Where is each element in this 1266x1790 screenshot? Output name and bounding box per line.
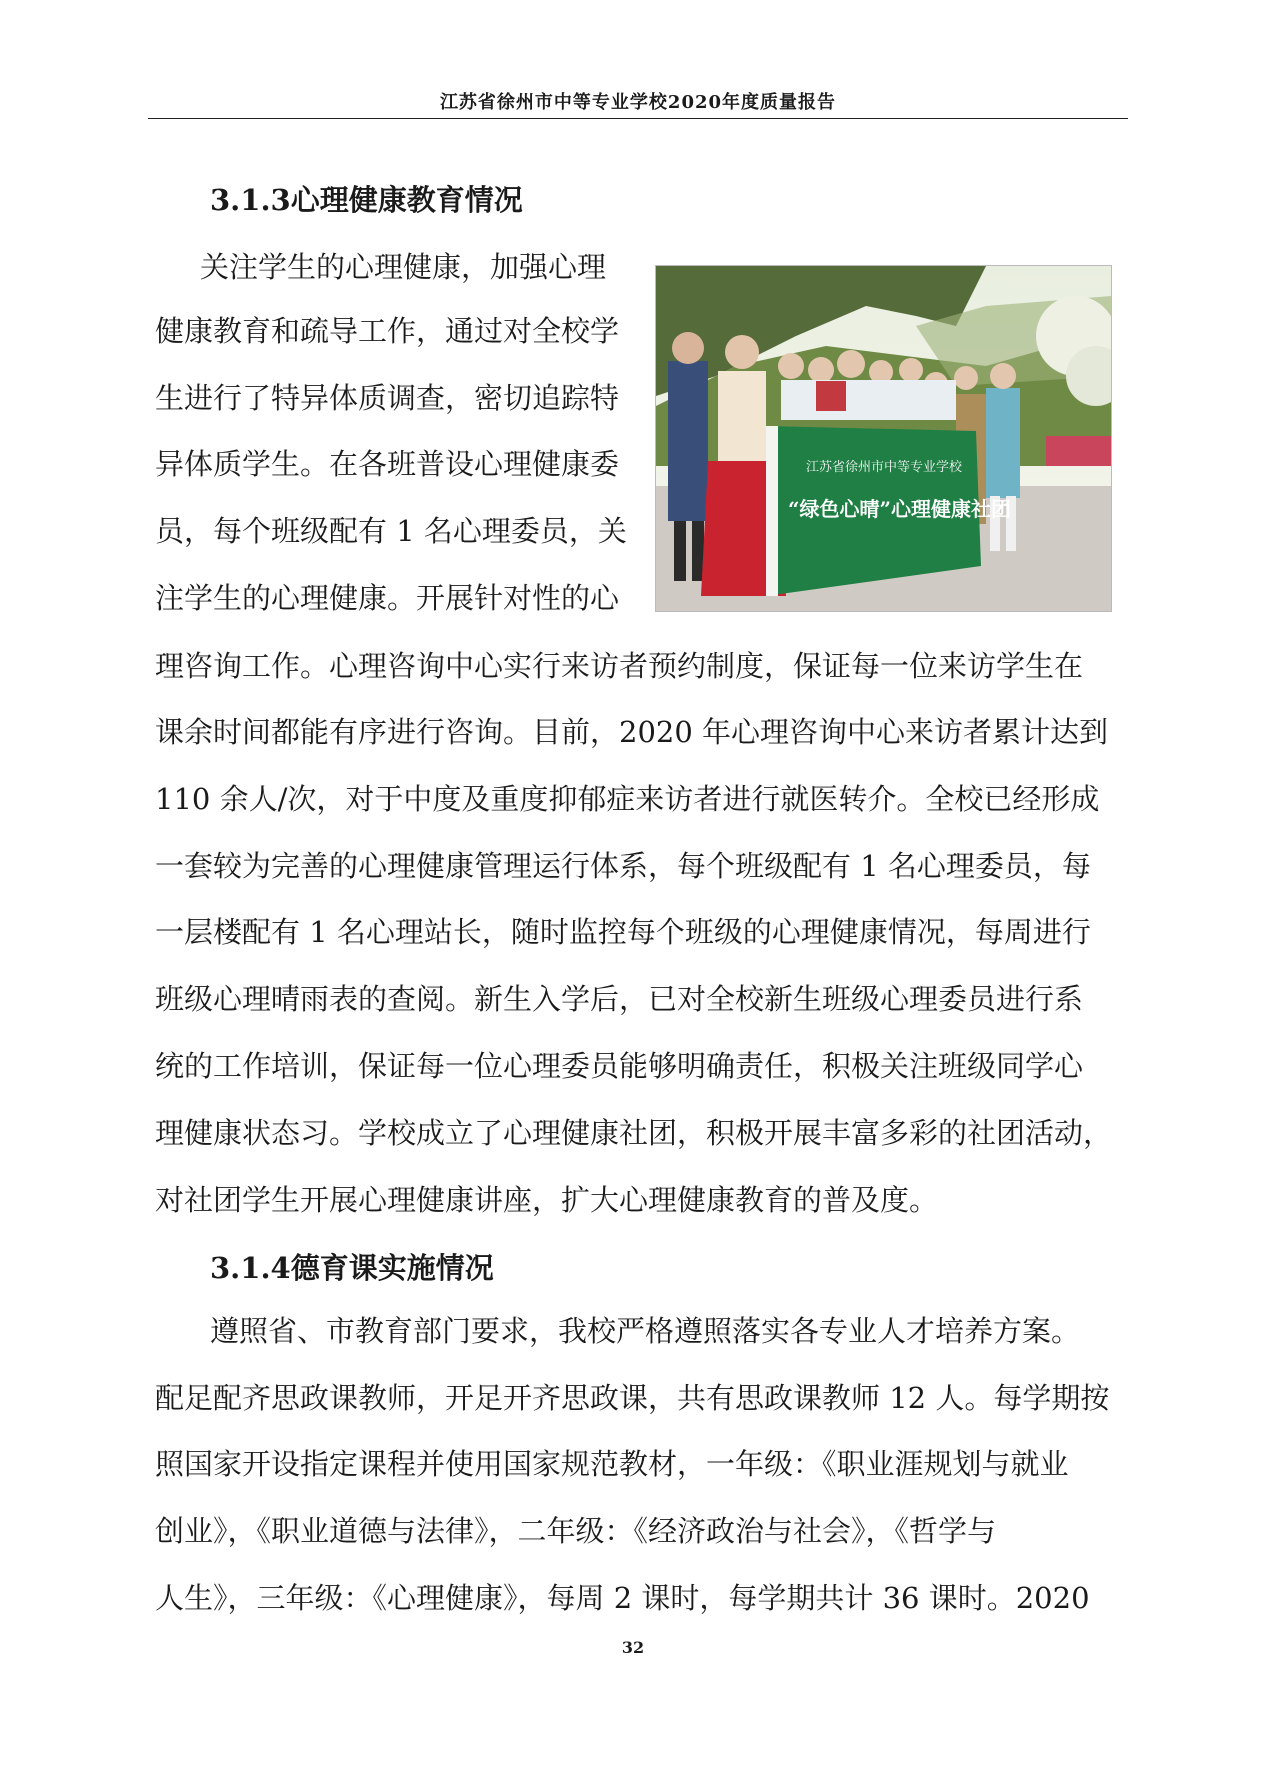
header-rule [148,118,1128,119]
paragraph-line: 健康教育和疏导工作，通过对全校学 [155,314,620,348]
paragraph-line: 生进行了特异体质调查，密切追踪特 [155,381,620,415]
banner-text-club: “绿色心晴”心理健康社团 [788,497,1012,521]
paragraph-line: 创业》，《职业道德与法律》，二年级：《经济政治与社会》，《哲学与 [155,1514,997,1548]
paragraph-line: 一套较为完善的心理健康管理运行体系，每个班级配有 1 名心理委员，每 [155,849,1091,883]
paragraph-line: 关注学生的心理健康，加强心理 [200,250,607,284]
group-photo [655,265,1112,612]
paragraph-line: 遵照省、市教育部门要求，我校严格遵照落实各专业人才培养方案。 [210,1314,1081,1348]
paragraph-line: 统的工作培训，保证每一位心理委员能够明确责任，积极关注班级同学心 [155,1049,1084,1083]
page-number: 32 [621,1638,645,1657]
paragraph-line: 理健康状态习。学校成立了心理健康社团，积极开展丰富多彩的社团活动， [155,1116,1113,1150]
section-heading-3-1-3: 3.1.3心理健康教育情况 [210,183,523,217]
banner-text-school: 江苏省徐州市中等专业学校 [806,460,963,475]
paragraph-line: 人生》，三年级：《心理健康》，每周 2 课时，每学期共计 36 课时。2020 [155,1581,1090,1615]
paragraph-line: 照国家开设指定课程并使用国家规范教材，一年级：《职业涯规划与就业 [155,1447,1069,1481]
paragraph-line: 注学生的心理健康。开展针对性的心 [155,581,620,615]
paragraph-line: 班级心理晴雨表的查阅。新生入学后，已对全校新生班级心理委员进行系 [155,982,1084,1016]
paragraph-line: 110 余人/次，对于中度及重度抑郁症来访者进行就医转介。全校已经形成 [155,782,1100,816]
paragraph-line: 一层楼配有 1 名心理站长，随时监控每个班级的心理健康情况，每周进行 [155,915,1091,949]
section-heading-3-1-4: 3.1.4德育课实施情况 [210,1251,494,1285]
paragraph-line: 理咨询工作。心理咨询中心实行来访者预约制度，保证每一位来访学生在 [155,649,1084,683]
paragraph-line: 对社团学生开展心理健康讲座，扩大心理健康教育的普及度。 [155,1183,939,1217]
paragraph-line: 课余时间都能有序进行咨询。目前，2020 年心理咨询中心来访者累计达到 [155,715,1109,749]
paragraph-line: 异体质学生。在各班普设心理健康委 [155,447,620,481]
running-header: 江苏省徐州市中等专业学校2020年度质量报告 [439,92,837,113]
paragraph-line: 员，每个班级配有 1 名心理委员，关 [155,514,627,548]
paragraph-line: 配足配齐思政课教师，开足开齐思政课，共有思政课教师 12 人。每学期按 [155,1381,1110,1415]
